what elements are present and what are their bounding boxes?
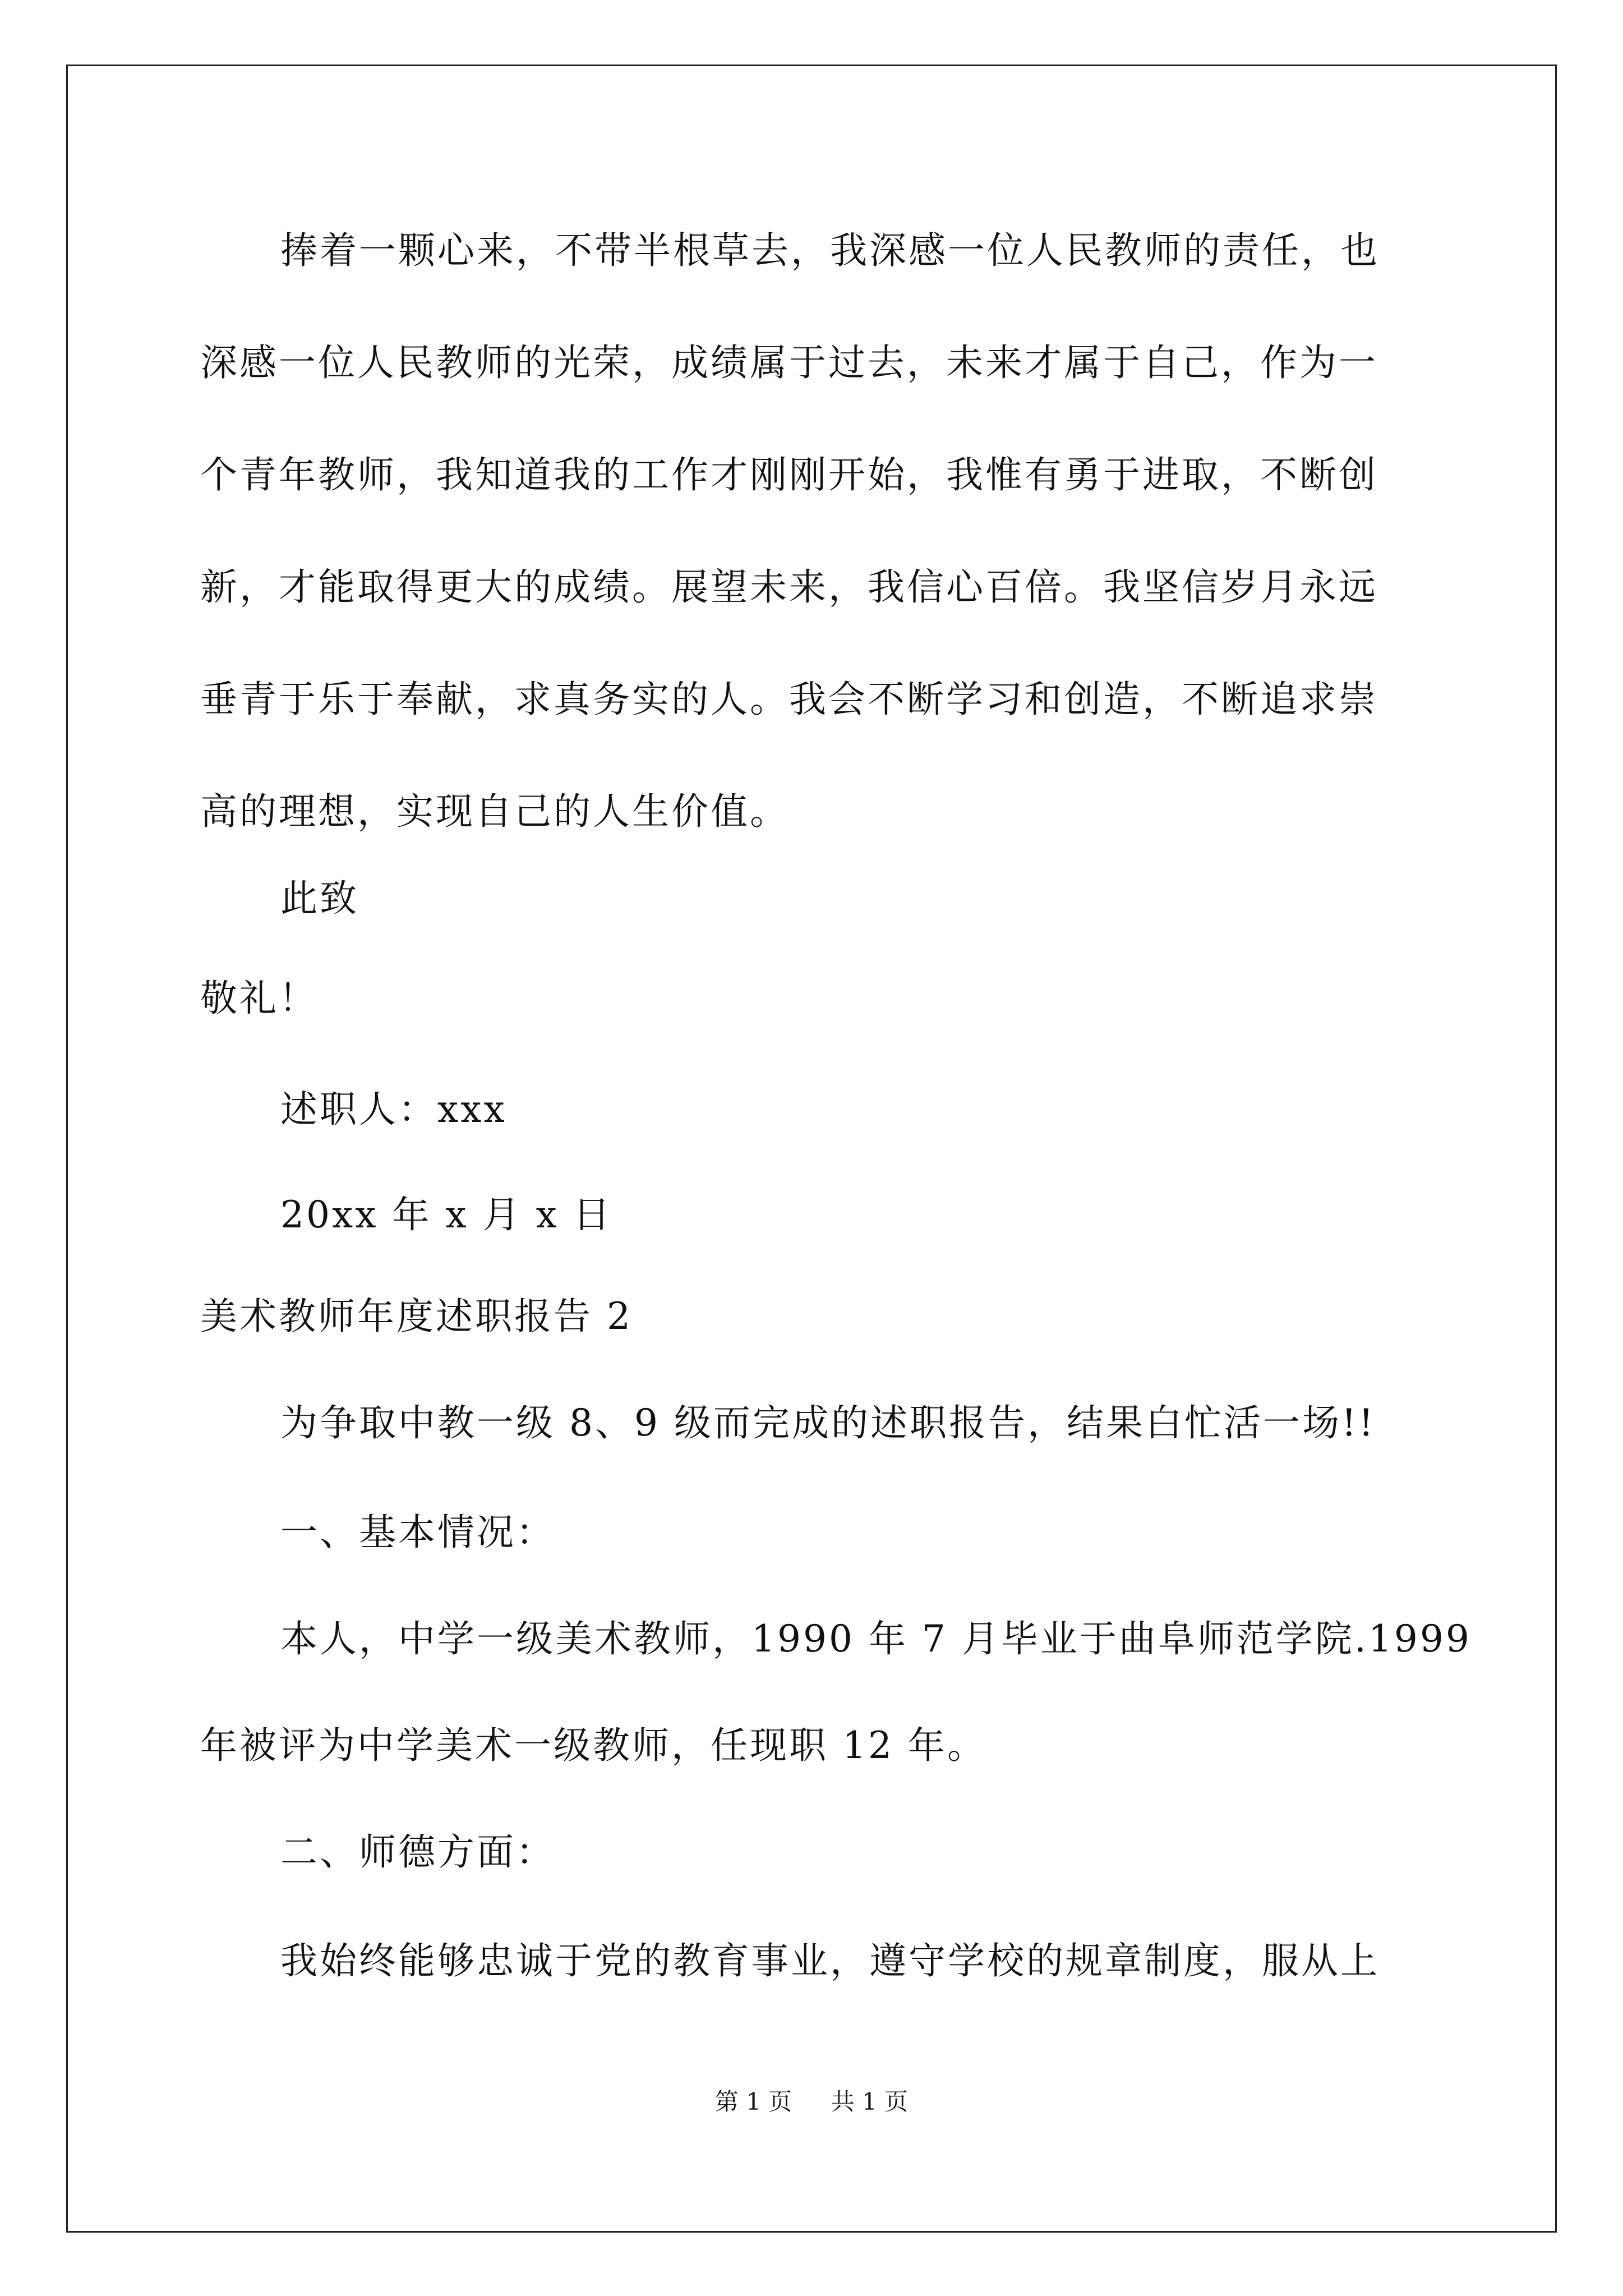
section-title: 美术教师年度述职报告 2 [200,1295,633,1338]
paragraph-line: 高的理想，实现自己的人生价值。 [200,790,789,833]
page-footer [0,2088,1623,2116]
paragraph-line: 个青年教师，我知道我的工作才刚刚开始，我惟有勇于进取，不断创 [200,453,1378,496]
subheading: 二、师德方面： [280,1830,555,1874]
paragraph-line: 垂青于乐于奉献，求真务实的人。我会不断学习和创造，不断追求崇 [200,678,1378,721]
subheading: 一、基本情况： [280,1511,555,1554]
paragraph-line: 深感一位人民教师的光荣，成绩属于过去，未来才属于自己，作为一 [200,341,1378,384]
paragraph-line: 年被评为中学美术一级教师，任现职 12 年。 [200,1724,986,1767]
closing-regards: 敬礼！ [200,977,318,1020]
paragraph-line: 捧着一颗心来，不带半根草去，我深感一位人民教师的责任，也 [280,229,1380,272]
paragraph-line: 我始终能够忠诚于党的教育事业，遵守学校的规章制度，服从上 [280,1939,1380,1982]
page-number: 第 1 页 [714,2088,792,2115]
paragraph-line: 本人，中学一级美术教师，1990 年 7 月毕业于曲阜师范学院.1999 [280,1617,1472,1660]
paragraph-line: 新，才能取得更大的成绩。展望未来，我信心百倍。我坚信岁月永远 [200,565,1378,609]
closing-salutation: 此致 [280,877,359,920]
page-total: 共 1 页 [831,2088,909,2115]
signature-name: 述职人：xxx [280,1088,507,1131]
page-border [66,65,1557,2233]
paragraph-line: 为争取中教一级 8、9 级而完成的述职报告，结果白忙活一场!! [280,1401,1376,1444]
signature-date: 20xx 年 x 月 x 日 [280,1193,612,1236]
